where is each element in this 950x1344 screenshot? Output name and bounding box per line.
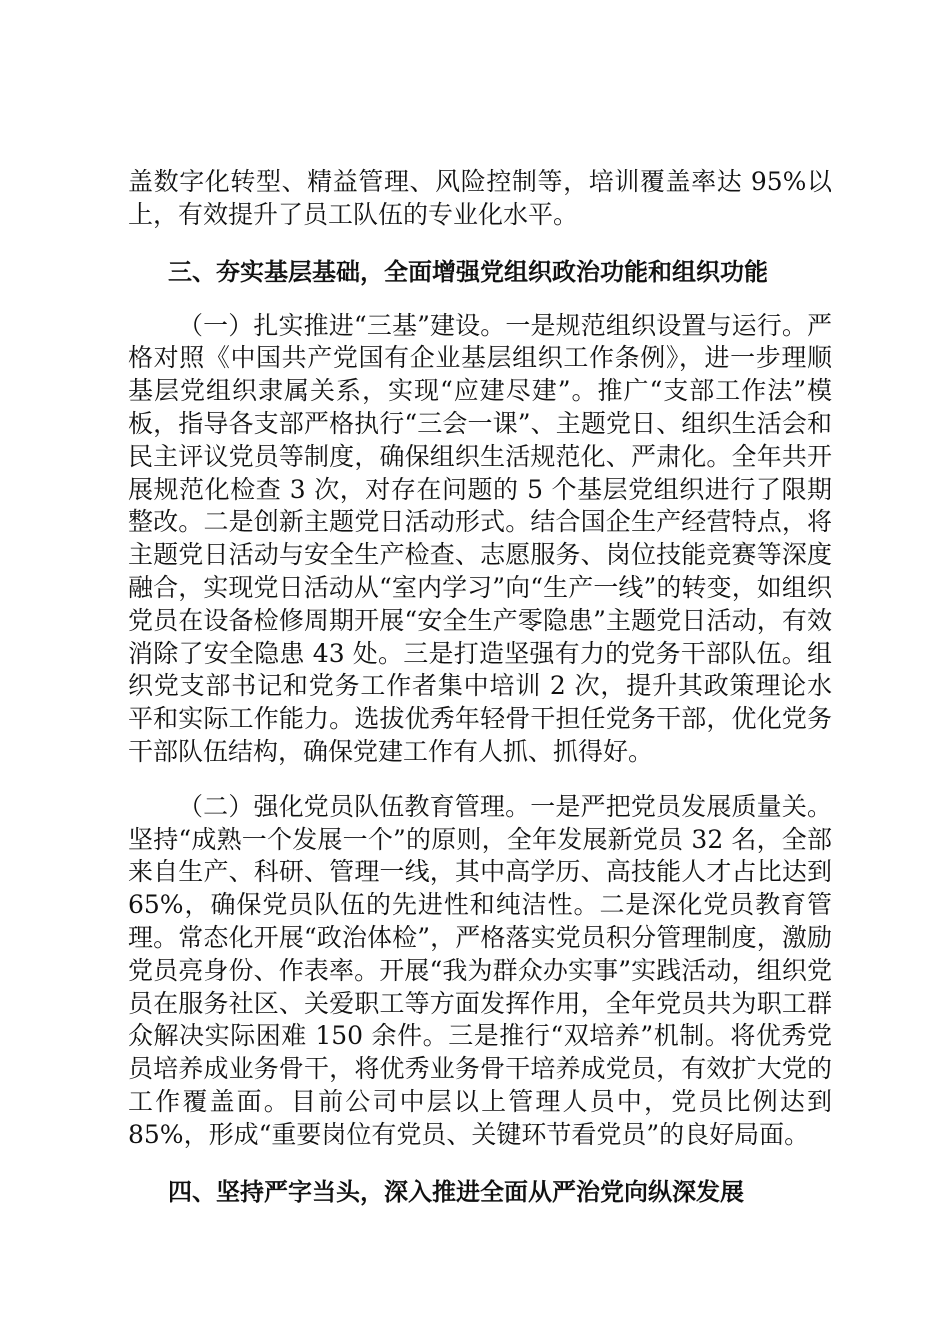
section-heading-4: 四、坚持严字当头，深入推进全面从严治党向纵深发展 bbox=[168, 1177, 744, 1206]
paragraph-3-1: （一）扎实推进“三基”建设。一是规范组织设置与运行。严格对照《中国共产党国有企业基层组织工作条例》，进一步理顺基层党组织隶属关系，实现“应建尽建”。推广“支部工作法”模板，指导各支部严格执行“三会一课”、主题党日、组织生活会和民主评议党员等制度，确保组织生活规范化、严肃化。全年共开展规范化检查 3 次，对存在问题的 5 个基层党组织进行了限期整改。二是创新主题党日活动形式。结合国企生产经营特点，将主题党日活动与安全生产检查、志愿服务、岗位技能竞赛等深度融合，实现党日活动从“室内学习”向“生产一线”的转变，如组织党员在设备检修周期开展“安全生产零隐患”主题党日活动，有效消除了安全隐患 43 处。三是打造坚强有力的党务干部队伍。组织党支部书记和党务工作者集中培训 2 次，提升其政策理论水平和实际工作能力。选拔优秀年轻骨干担任党务干部，优化党务干部队伍结构，确保党建工作有人抓、抓得好。 bbox=[128, 310, 832, 766]
paragraph-continued: 盖数字化转型、精益管理、风险控制等，培训覆盖率达 95%以上，有效提升了员工队伍的专业化水平。 bbox=[128, 167, 832, 229]
section-heading-3: 三、夯实基层基础，全面增强党组织政治功能和组织功能 bbox=[168, 257, 768, 286]
paragraph-3-2: （二）强化党员队伍教育管理。一是严把党员发展质量关。坚持“成熟一个发展一个”的原则，全年发展新党员 32 名，全部来自生产、科研、管理一线，其中高学历、高技能人才占比达到 65%，确保党员队伍的先进性和纯洁性。二是深化党员教育管理。常态化开展“政治体检”，严格落实党员积分管理制度，激励党员亮身份、作表率。开展“我为群众办实事”实践活动，组织党员在服务社区、关爱职工等方面发挥作用，全年党员共为职工群众解决实际困难 150 余件。三是推行“双培养”机制。将优秀党员培养成业务骨干，将优秀业务骨干培养成党员，有效扩大党的工作覆盖面。目前公司中层以上管理人员中，党员比例达到 85%，形成“重要岗位有党员、关键环节看党员”的良好局面。 bbox=[128, 791, 832, 1149]
document-page bbox=[128, 166, 832, 1208]
